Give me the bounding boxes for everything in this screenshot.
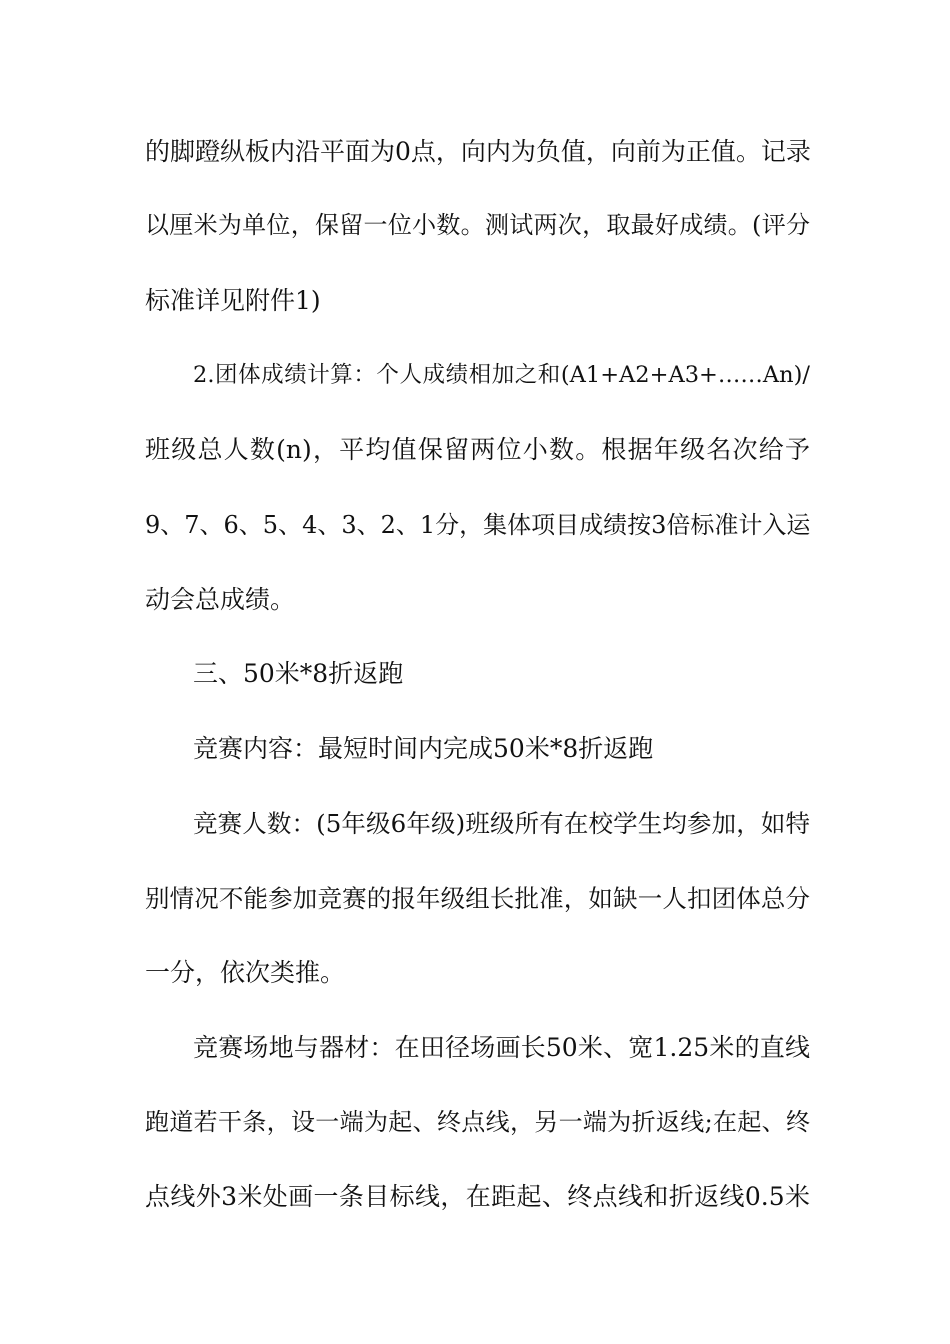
text-line: 一分，依次类推。: [145, 958, 346, 987]
text-line: 竞赛人数：(5年级6年级)班级所有在校学生均参加，如特: [193, 809, 810, 838]
text-line: 班级总人数(n)，平均值保留两位小数。根据年级名次给予: [145, 435, 810, 464]
text-line: 9、7、6、5、4、3、2、1分，集体项目成绩按3倍标准计入运: [145, 511, 811, 539]
text-line: 跑道若干条，设一端为起、终点线，另一端为折返线;在起、终: [145, 1108, 810, 1136]
text-line: 标准详见附件1): [145, 286, 321, 315]
text-line: 竞赛场地与器材：在田径场画长50米、宽1.25米的直线: [193, 1033, 810, 1062]
text-line: 2.团体成绩计算：个人成绩相加之和(A1+A2+A3+……An)/: [193, 362, 810, 388]
section-heading: 三、50米*8折返跑: [193, 659, 404, 688]
text-line: 点线外3米处画一条目标线，在距起、终点线和折返线0.5米: [145, 1182, 810, 1211]
text-line: 别情况不能参加竞赛的报年级组长批准，如缺一人扣团体总分: [145, 884, 810, 913]
text-line: 的脚蹬纵板内沿平面为0点，向内为负值，向前为正值。记录: [145, 137, 811, 166]
text-line: 竞赛内容：最短时间内完成50米*8折返跑: [193, 734, 654, 763]
text-line: 以厘米为单位，保留一位小数。测试两次，取最好成绩。(评分: [145, 211, 810, 239]
text-line: 动会总成绩。: [145, 585, 296, 614]
